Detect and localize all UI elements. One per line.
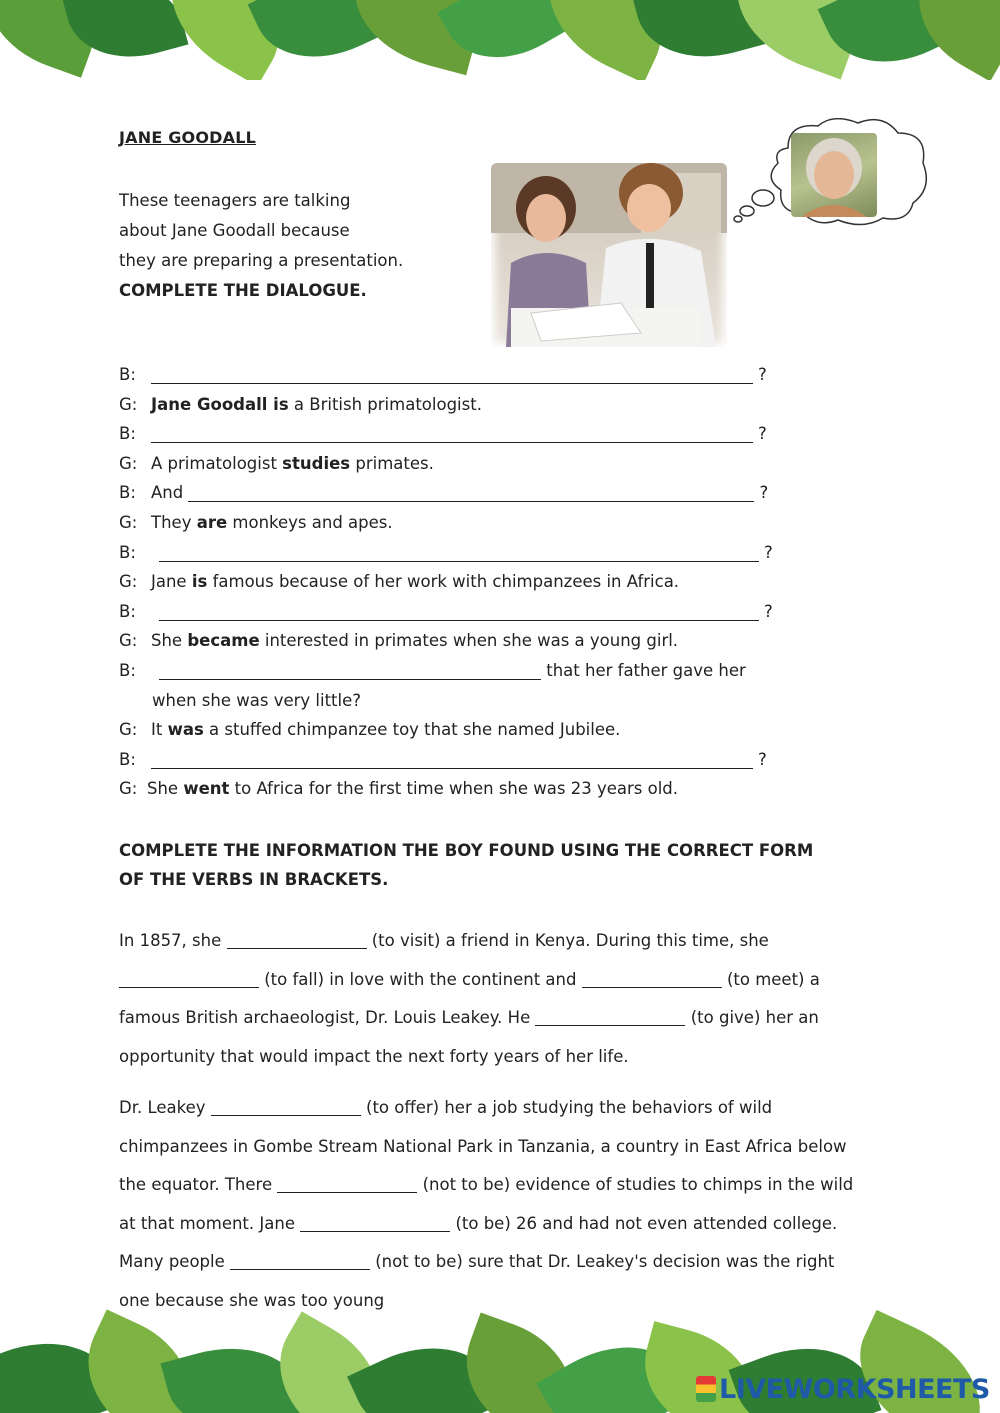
para-text: one because she was too young (119, 1290, 385, 1310)
speaker-label: G: (119, 572, 138, 592)
para-line (119, 1089, 899, 1128)
dialogue (119, 360, 799, 804)
dialogue-line-g6 (119, 715, 799, 745)
dialogue-text: Jane (151, 572, 192, 592)
dialogue-line-b6-cont (119, 686, 799, 716)
question-mark: ? (758, 424, 767, 444)
para-text: Dr. Leakey (119, 1098, 211, 1117)
para-text: chimpanzees in Gombe Stream National Park in Tanzania, a country in East Africa below (119, 1136, 847, 1156)
dialogue-text: A primatologist (151, 453, 283, 473)
heading-line: COMPLETE THE INFORMATION THE BOY FOUND USING THE CORRECT FORM (119, 841, 814, 860)
speaker-label: B: (119, 483, 136, 503)
para-text: (to visit) a friend in Kenya. During this time, she (366, 931, 769, 950)
dialogue-line-g5 (119, 626, 799, 656)
top-leaf-border (0, 0, 1000, 80)
para-text: (to be) 26 and had not even attended college. (450, 1213, 838, 1233)
dialogue-line-g7 (119, 774, 799, 804)
verb-blank[interactable] (300, 1214, 450, 1232)
answer-blank[interactable] (159, 661, 541, 680)
dialogue-line-b5 (119, 597, 799, 627)
para-line (119, 1166, 899, 1205)
page-title: JANE GOODALL (119, 128, 257, 147)
answer-blank[interactable] (151, 750, 753, 769)
key-verb: was (167, 720, 204, 740)
dialogue-line-g4 (119, 567, 799, 597)
speaker-label: G: (119, 779, 138, 799)
speaker-label: G: (119, 720, 138, 740)
intro-line: These teenagers are talking (119, 191, 351, 210)
verb-blank[interactable] (230, 1252, 370, 1270)
dialogue-text: They (151, 512, 197, 532)
verb-blank[interactable] (211, 1098, 361, 1116)
para-text: (to fall) in love with the continent and (259, 969, 582, 989)
para-line (119, 961, 899, 1000)
dialogue-text: to Africa for the first time when she was 23 years old. (229, 779, 679, 799)
dialogue-line-b1 (119, 360, 799, 390)
speaker-label: B: (119, 660, 136, 680)
logo-badge-icon (696, 1376, 716, 1402)
para-line (119, 1128, 899, 1167)
section-heading (119, 836, 899, 894)
key-verb: became (187, 631, 260, 651)
dialogue-text: monkeys and apes. (227, 512, 393, 532)
para-line (119, 1205, 899, 1244)
para-text: Many people (119, 1252, 230, 1271)
dialogue-text: that her father gave her (546, 660, 746, 680)
instruction: COMPLETE THE DIALOGUE. (119, 281, 367, 300)
answer-blank[interactable] (159, 602, 759, 621)
speaker-label: G: (119, 631, 138, 651)
intro-line: they are preparing a presentation. (119, 251, 404, 270)
dialogue-line-b4 (119, 538, 799, 568)
para-text: famous British archaeologist, Dr. Louis Leakey. He (119, 1008, 536, 1027)
answer-blank[interactable] (151, 365, 753, 384)
dialogue-line-g2 (119, 449, 799, 479)
speaker-label: B: (119, 365, 136, 384)
key-verb: are (196, 512, 228, 532)
dialogue-text: a British primatologist. (288, 394, 482, 414)
key-verb: went (183, 779, 230, 799)
key-verb: Jane Goodall is (151, 394, 289, 414)
para-line (119, 1243, 899, 1282)
para-text: (to give) her an (685, 1008, 819, 1027)
logo-text: LIVEWORKSHEETS (719, 1374, 990, 1405)
para-text: (to meet) a (721, 969, 820, 989)
dialogue-text: famous because of her work with chimpanzees in Africa. (207, 572, 680, 592)
verb-blank[interactable] (227, 931, 367, 949)
dialogue-text: It (151, 720, 168, 740)
answer-blank[interactable] (151, 424, 753, 443)
speaker-label: B: (119, 601, 136, 621)
para-line (119, 1038, 899, 1077)
dialogue-text: interested in primates when she was a young girl. (259, 631, 679, 651)
dialogue-text: She (151, 631, 188, 651)
dialogue-line-g1 (119, 390, 799, 420)
question-mark: ? (764, 542, 773, 562)
speaker-label: G: (119, 453, 138, 473)
dialogue-line-b3 (119, 478, 799, 508)
dialogue-text: She (147, 779, 184, 799)
verb-blank[interactable] (277, 1175, 417, 1193)
paragraph-2 (119, 1089, 899, 1320)
paragraph-1 (119, 922, 899, 1076)
dialogue-line-g3 (119, 508, 799, 538)
intro-line: about Jane Goodall because (119, 221, 350, 240)
dialogue-text: primates. (350, 453, 434, 473)
para-text: (not to be) evidence of studies to chimps in the wild (417, 1175, 854, 1194)
liveworksheets-logo[interactable] (696, 1374, 990, 1405)
verb-blank[interactable] (119, 970, 259, 988)
question-mark: ? (759, 483, 769, 503)
speaker-label: G: (119, 512, 138, 532)
key-verb: studies (282, 453, 351, 473)
dialogue-text: when she was very little? (152, 690, 362, 710)
jane-goodall-portrait (791, 133, 877, 217)
question-mark: ? (764, 601, 773, 621)
question-mark: ? (758, 749, 767, 769)
verb-blank[interactable] (582, 970, 722, 988)
teenagers-photo (491, 163, 727, 347)
para-text: the equator. There (119, 1175, 278, 1194)
dialogue-line-b7 (119, 745, 799, 775)
speaker-label: B: (119, 542, 136, 562)
verb-blank[interactable] (535, 1008, 685, 1026)
para-line (119, 922, 899, 961)
answer-blank[interactable] (188, 483, 754, 502)
para-text: (not to be) sure that Dr. Leakey's decision was the right (370, 1252, 835, 1271)
speaker-label: B: (119, 424, 136, 444)
intro-text (119, 186, 403, 306)
question-mark: ? (758, 365, 767, 384)
para-text: In 1857, she (119, 931, 227, 950)
speaker-label: B: (119, 749, 136, 769)
para-text: at that moment. Jane (119, 1213, 301, 1233)
heading-line: OF THE VERBS IN BRACKETS. (119, 870, 389, 889)
para-text: (to offer) her a job studying the behaviors of wild (360, 1098, 773, 1117)
speaker-label: G: (119, 394, 138, 414)
dialogue-text: a stuffed chimpanzee toy that she named Jubilee. (203, 720, 621, 740)
answer-blank[interactable] (159, 543, 759, 562)
key-verb: is (191, 572, 208, 592)
para-line (119, 999, 899, 1038)
dialogue-text: And (151, 483, 184, 503)
dialogue-line-b2 (119, 419, 799, 449)
dialogue-line-b6 (119, 656, 799, 686)
para-text: opportunity that would impact the next forty years of her life. (119, 1046, 629, 1066)
